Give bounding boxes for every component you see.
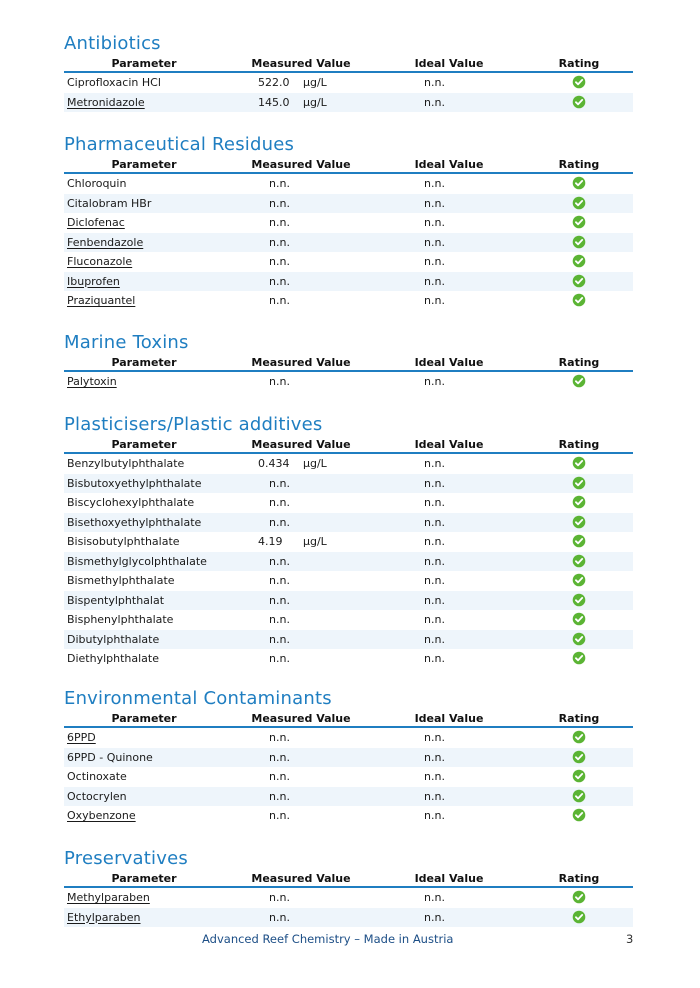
measured-value: n.n. xyxy=(269,294,290,307)
check-circle-icon xyxy=(572,910,586,924)
ideal-value: n.n. xyxy=(424,496,445,509)
ideal-value: n.n. xyxy=(424,770,445,783)
check-circle-icon xyxy=(572,196,586,210)
parameter-name[interactable]: Oxybenzone xyxy=(67,809,136,822)
check-circle-icon xyxy=(572,573,586,587)
measured-value: n.n. xyxy=(269,910,290,924)
ideal-value: n.n. xyxy=(424,750,445,764)
check-circle-icon xyxy=(572,476,586,490)
check-circle-icon xyxy=(572,235,586,249)
table-row xyxy=(64,787,633,807)
check-circle-icon xyxy=(572,95,586,109)
check-circle-icon xyxy=(572,632,586,646)
measured-value: 0.434 xyxy=(258,457,290,470)
check-circle-icon xyxy=(572,293,586,307)
check-circle-icon xyxy=(572,495,586,509)
measured-value: n.n. xyxy=(269,632,290,646)
check-circle-icon xyxy=(572,456,586,470)
check-circle-icon xyxy=(572,651,586,665)
measured-value: n.n. xyxy=(269,235,290,249)
measured-unit: µg/L xyxy=(303,457,327,470)
header-rating: Rating xyxy=(558,356,600,369)
table-row xyxy=(64,767,633,787)
section-title: Marine Toxins xyxy=(64,332,189,353)
table-row xyxy=(64,532,633,552)
table-row xyxy=(64,272,633,292)
check-circle-icon xyxy=(572,789,586,803)
header-ideal-value: Ideal Value xyxy=(414,438,484,451)
measured-value: n.n. xyxy=(269,770,290,783)
measured-value: n.n. xyxy=(269,891,290,904)
check-circle-icon xyxy=(572,769,586,783)
ideal-value: n.n. xyxy=(424,95,445,109)
parameter-name: Dibutylphthalate xyxy=(67,632,160,646)
table-body xyxy=(64,174,633,311)
header-measured-value: Measured Value xyxy=(251,872,351,885)
parameter-name: Octocrylen xyxy=(67,789,127,803)
ideal-value: n.n. xyxy=(424,535,445,548)
table-row xyxy=(64,252,633,272)
measured-value: 522.0 xyxy=(258,76,290,89)
measured-value: n.n. xyxy=(269,274,290,288)
check-circle-icon xyxy=(572,730,586,744)
parameter-name: Bisethoxyethylphthalate xyxy=(67,515,202,529)
ideal-value: n.n. xyxy=(424,554,445,568)
table-row xyxy=(64,474,633,494)
section-title: Plasticisers/Plastic additives xyxy=(64,414,323,435)
ideal-value: n.n. xyxy=(424,789,445,803)
parameter-name: Bispentylphthalat xyxy=(67,593,165,607)
measured-value: n.n. xyxy=(269,476,290,490)
table-row xyxy=(64,194,633,214)
table-row xyxy=(64,454,633,474)
parameter-name: Biscyclohexylphthalate xyxy=(67,496,195,509)
measured-value: n.n. xyxy=(269,554,290,568)
parameter-name: Octinoxate xyxy=(67,770,127,783)
parameter-name[interactable]: Ibuprofen xyxy=(67,274,120,288)
ideal-value: n.n. xyxy=(424,457,445,470)
parameter-name: Citalobram HBr xyxy=(67,196,152,210)
table-row xyxy=(64,888,633,908)
measured-value: n.n. xyxy=(269,574,290,587)
measured-value: n.n. xyxy=(269,731,290,744)
table-header xyxy=(64,59,633,73)
measured-value: n.n. xyxy=(269,613,290,626)
header-rating: Rating xyxy=(558,712,600,725)
ideal-value: n.n. xyxy=(424,891,445,904)
check-circle-icon xyxy=(572,808,586,822)
ideal-value: n.n. xyxy=(424,809,445,822)
section-title: Preservatives xyxy=(64,848,188,869)
header-measured-value: Measured Value xyxy=(251,158,351,171)
header-rating: Rating xyxy=(558,872,600,885)
measured-value: n.n. xyxy=(269,515,290,529)
check-circle-icon xyxy=(572,534,586,548)
parameter-name: Diethylphthalate xyxy=(67,652,160,665)
parameter-name: Bisbutoxyethylphthalate xyxy=(67,476,202,490)
ideal-value: n.n. xyxy=(424,476,445,490)
table-row xyxy=(64,493,633,513)
measured-value: n.n. xyxy=(269,789,290,803)
check-circle-icon xyxy=(572,612,586,626)
check-circle-icon xyxy=(572,890,586,904)
ideal-value: n.n. xyxy=(424,375,445,388)
measured-value: n.n. xyxy=(269,196,290,210)
check-circle-icon xyxy=(572,593,586,607)
parameter-name: Benzylbutylphthalate xyxy=(67,457,185,470)
ideal-value: n.n. xyxy=(424,574,445,587)
measured-unit: µg/L xyxy=(303,535,327,548)
header-parameter: Parameter xyxy=(111,158,177,171)
check-circle-icon xyxy=(572,75,586,89)
ideal-value: n.n. xyxy=(424,910,445,924)
table-row xyxy=(64,748,633,768)
parameter-name: Bismethylglycolphthalate xyxy=(67,554,207,568)
header-ideal-value: Ideal Value xyxy=(414,712,484,725)
parameter-name[interactable]: Fenbendazole xyxy=(67,235,144,249)
parameter-name[interactable]: Diclofenac xyxy=(67,216,125,229)
table-body xyxy=(64,454,633,669)
measured-value: n.n. xyxy=(269,652,290,665)
section-title: Antibiotics xyxy=(64,33,161,54)
table-body xyxy=(64,888,633,927)
ideal-value: n.n. xyxy=(424,731,445,744)
parameter-name[interactable]: Ethylparaben xyxy=(67,910,141,924)
parameter-name: Bismethylphthalate xyxy=(67,574,175,587)
footer-text: Advanced Reef Chemistry – Made in Austria xyxy=(202,932,454,946)
measured-unit: µg/L xyxy=(303,95,327,109)
table-row xyxy=(64,610,633,630)
ideal-value: n.n. xyxy=(424,613,445,626)
table-header xyxy=(64,358,633,372)
table-row xyxy=(64,630,633,650)
page-number: 3 xyxy=(626,932,634,946)
header-ideal-value: Ideal Value xyxy=(414,158,484,171)
table-header xyxy=(64,160,633,174)
table-row xyxy=(64,591,633,611)
ideal-value: n.n. xyxy=(424,255,445,268)
header-ideal-value: Ideal Value xyxy=(414,356,484,369)
parameter-name[interactable]: Methylparaben xyxy=(67,891,150,904)
check-circle-icon xyxy=(572,750,586,764)
section-title: Environmental Contaminants xyxy=(64,688,332,709)
ideal-value: n.n. xyxy=(424,76,445,89)
measured-value: n.n. xyxy=(269,177,290,190)
table-header xyxy=(64,714,633,728)
ideal-value: n.n. xyxy=(424,593,445,607)
check-circle-icon xyxy=(572,176,586,190)
header-rating: Rating xyxy=(558,438,600,451)
measured-value: n.n. xyxy=(269,375,290,388)
parameter-name: Bisisobutylphthalate xyxy=(67,535,180,548)
header-parameter: Parameter xyxy=(111,356,177,369)
check-circle-icon xyxy=(572,515,586,529)
ideal-value: n.n. xyxy=(424,235,445,249)
ideal-value: n.n. xyxy=(424,274,445,288)
table-row xyxy=(64,571,633,591)
table-row xyxy=(64,93,633,113)
measured-value: n.n. xyxy=(269,496,290,509)
ideal-value: n.n. xyxy=(424,196,445,210)
check-circle-icon xyxy=(572,374,586,388)
ideal-value: n.n. xyxy=(424,652,445,665)
table-row xyxy=(64,233,633,253)
header-parameter: Parameter xyxy=(111,712,177,725)
check-circle-icon xyxy=(572,215,586,229)
measured-value: n.n. xyxy=(269,593,290,607)
check-circle-icon xyxy=(572,274,586,288)
check-circle-icon xyxy=(572,554,586,568)
measured-value: n.n. xyxy=(269,750,290,764)
parameter-name: 6PPD - Quinone xyxy=(67,750,153,764)
header-rating: Rating xyxy=(558,158,600,171)
ideal-value: n.n. xyxy=(424,294,445,307)
measured-value: n.n. xyxy=(269,255,290,268)
header-ideal-value: Ideal Value xyxy=(414,57,484,70)
table-row xyxy=(64,213,633,233)
table-row xyxy=(64,73,633,93)
table-header xyxy=(64,440,633,454)
table-body xyxy=(64,372,633,392)
header-rating: Rating xyxy=(558,57,600,70)
header-parameter: Parameter xyxy=(111,438,177,451)
header-measured-value: Measured Value xyxy=(251,438,351,451)
table-row xyxy=(64,291,633,311)
header-measured-value: Measured Value xyxy=(251,356,351,369)
table-header xyxy=(64,874,633,888)
measured-value: 145.0 xyxy=(258,95,290,109)
check-circle-icon xyxy=(572,254,586,268)
parameter-name: Ciprofloxacin HCl xyxy=(67,76,161,89)
measured-value: 4.19 xyxy=(258,535,283,548)
table-row xyxy=(64,552,633,572)
parameter-name[interactable]: 6PPD xyxy=(67,731,96,744)
parameter-name: Bisphenylphthalate xyxy=(67,613,174,626)
ideal-value: n.n. xyxy=(424,515,445,529)
table-row xyxy=(64,513,633,533)
header-parameter: Parameter xyxy=(111,872,177,885)
ideal-value: n.n. xyxy=(424,216,445,229)
measured-value: n.n. xyxy=(269,216,290,229)
table-body xyxy=(64,728,633,826)
table-row xyxy=(64,908,633,928)
parameter-name: Chloroquin xyxy=(67,177,127,190)
table-row xyxy=(64,806,633,826)
table-row xyxy=(64,649,633,669)
measured-value: n.n. xyxy=(269,809,290,822)
header-measured-value: Measured Value xyxy=(251,712,351,725)
header-ideal-value: Ideal Value xyxy=(414,872,484,885)
ideal-value: n.n. xyxy=(424,177,445,190)
header-measured-value: Measured Value xyxy=(251,57,351,70)
section-title: Pharmaceutical Residues xyxy=(64,134,295,155)
parameter-name[interactable]: Palytoxin xyxy=(67,375,117,388)
measured-unit: µg/L xyxy=(303,76,327,89)
parameter-name[interactable]: Fluconazole xyxy=(67,255,133,268)
table-row xyxy=(64,728,633,748)
parameter-name[interactable]: Praziquantel xyxy=(67,294,136,307)
header-parameter: Parameter xyxy=(111,57,177,70)
table-body xyxy=(64,73,633,112)
table-row xyxy=(64,174,633,194)
parameter-name[interactable]: Metronidazole xyxy=(67,95,145,109)
ideal-value: n.n. xyxy=(424,632,445,646)
table-row xyxy=(64,372,633,392)
